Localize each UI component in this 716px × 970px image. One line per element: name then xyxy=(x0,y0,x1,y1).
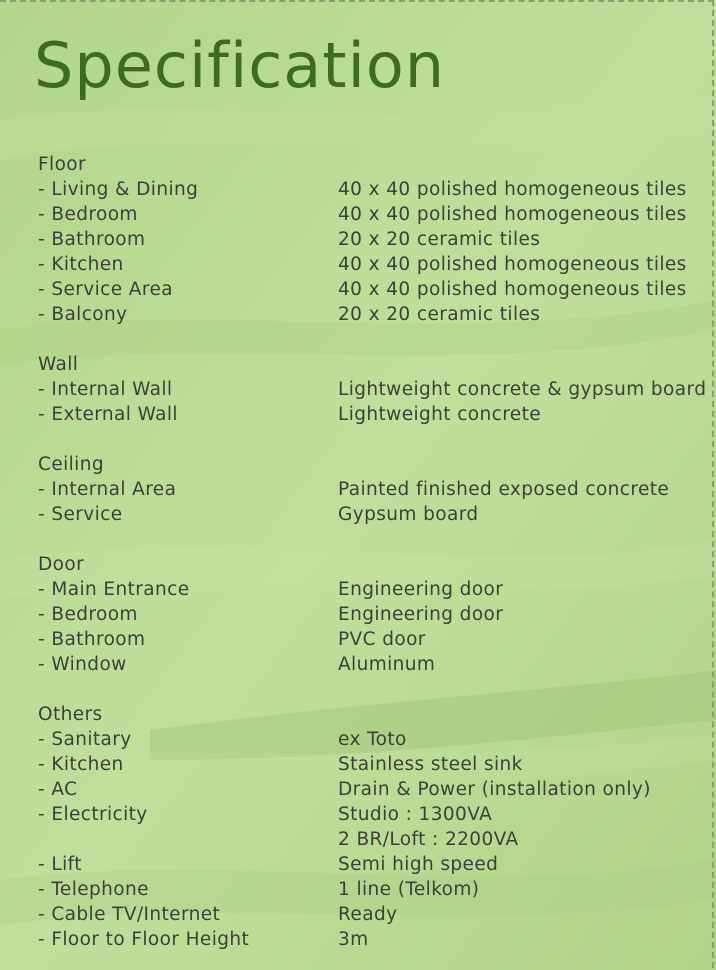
spec-row xyxy=(38,277,708,302)
spec-row xyxy=(38,502,708,527)
spec-item-value: Stainless steel sink xyxy=(338,754,523,775)
spec-row xyxy=(38,802,708,827)
spec-row xyxy=(38,752,708,777)
spec-item-label: - Main Entrance xyxy=(38,579,190,600)
spec-item-label: - Electricity xyxy=(38,804,148,825)
spec-item-label: - Kitchen xyxy=(38,254,124,275)
spec-item-label: - Bedroom xyxy=(38,204,138,225)
spec-item-value: Engineering door xyxy=(338,604,504,625)
spec-item-label: - Sanitary xyxy=(38,729,132,750)
section-spacer xyxy=(38,677,708,702)
spec-row xyxy=(38,927,708,952)
spec-item-value: 2 BR/Loft : 2200VA xyxy=(338,829,519,850)
spec-item-label: - Telephone xyxy=(38,879,149,900)
section-heading-ceiling: Ceiling xyxy=(38,454,104,475)
section-heading-floor: Floor xyxy=(38,154,87,175)
spec-item-label: - Floor to Floor Height xyxy=(38,929,250,950)
spec-item-label: - Bathroom xyxy=(38,629,146,650)
spec-row xyxy=(38,627,708,652)
spec-item-label: - External Wall xyxy=(38,404,178,425)
spec-item-value: Engineering door xyxy=(338,579,504,600)
spec-item-label: - Internal Area xyxy=(38,479,177,500)
spec-row xyxy=(38,852,708,877)
spec-item-label: - Kitchen xyxy=(38,754,124,775)
section-heading-wall: Wall xyxy=(38,354,79,375)
spec-item-label: - Bathroom xyxy=(38,229,146,250)
page-title: Specification xyxy=(34,29,446,102)
spec-item-label: - Lift xyxy=(38,854,82,875)
spec-row xyxy=(38,202,708,227)
spec-row xyxy=(38,577,708,602)
section-spacer xyxy=(38,427,708,452)
spec-row xyxy=(38,827,708,852)
spec-item-value: 20 x 20 ceramic tiles xyxy=(338,304,541,325)
spec-item-value: PVC door xyxy=(338,629,426,650)
spec-item-value: Semi high speed xyxy=(338,854,499,875)
spec-item-value: 3m xyxy=(338,929,369,950)
spec-row xyxy=(38,302,708,327)
spec-item-value: 1 line (Telkom) xyxy=(338,879,480,900)
spec-item-label: - AC xyxy=(38,779,78,800)
section-spacer xyxy=(38,327,708,352)
section-heading-door: Door xyxy=(38,554,85,575)
spec-item-value: Studio : 1300VA xyxy=(338,804,493,825)
spec-item-value: 40 x 40 polished homogeneous tiles xyxy=(338,279,687,300)
spec-item-label: - Service xyxy=(38,504,123,525)
section-heading-others: Others xyxy=(38,704,103,725)
spec-row xyxy=(38,602,708,627)
spec-row xyxy=(38,652,708,677)
spec-item-value: Ready xyxy=(338,904,398,925)
spec-item-value: ex Toto xyxy=(338,729,407,750)
specification-list xyxy=(38,152,708,952)
spec-item-label: - Window xyxy=(38,654,127,675)
spec-item-value: Lightweight concrete xyxy=(338,404,542,425)
spec-row xyxy=(38,227,708,252)
spec-row xyxy=(38,177,708,202)
spec-item-label: - Internal Wall xyxy=(38,379,173,400)
spec-row xyxy=(38,477,708,502)
spec-item-value: Gypsum board xyxy=(338,504,479,525)
spec-item-value: Drain & Power (installation only) xyxy=(338,779,651,800)
spec-row xyxy=(38,377,708,402)
spec-item-value: 20 x 20 ceramic tiles xyxy=(338,229,541,250)
spec-row xyxy=(38,727,708,752)
spec-row xyxy=(38,877,708,902)
spec-item-value: 40 x 40 polished homogeneous tiles xyxy=(338,204,687,225)
spec-row xyxy=(38,902,708,927)
spec-item-value: Aluminum xyxy=(338,654,436,675)
spec-item-label: - Service Area xyxy=(38,279,173,300)
spec-item-value: 40 x 40 polished homogeneous tiles xyxy=(338,179,687,200)
spec-item-label: - Living & Dining xyxy=(38,179,199,200)
spec-item-label: - Balcony xyxy=(38,304,128,325)
spec-row xyxy=(38,252,708,277)
spec-item-value: Painted finished exposed concrete xyxy=(338,479,670,500)
spec-item-label: - Bedroom xyxy=(38,604,138,625)
spec-row xyxy=(38,777,708,802)
spec-item-value: 40 x 40 polished homogeneous tiles xyxy=(338,254,687,275)
spec-item-label: - Cable TV/Internet xyxy=(38,904,221,925)
section-spacer xyxy=(38,527,708,552)
spec-item-value: Lightweight concrete & gypsum board xyxy=(338,379,707,400)
spec-row xyxy=(38,402,708,427)
